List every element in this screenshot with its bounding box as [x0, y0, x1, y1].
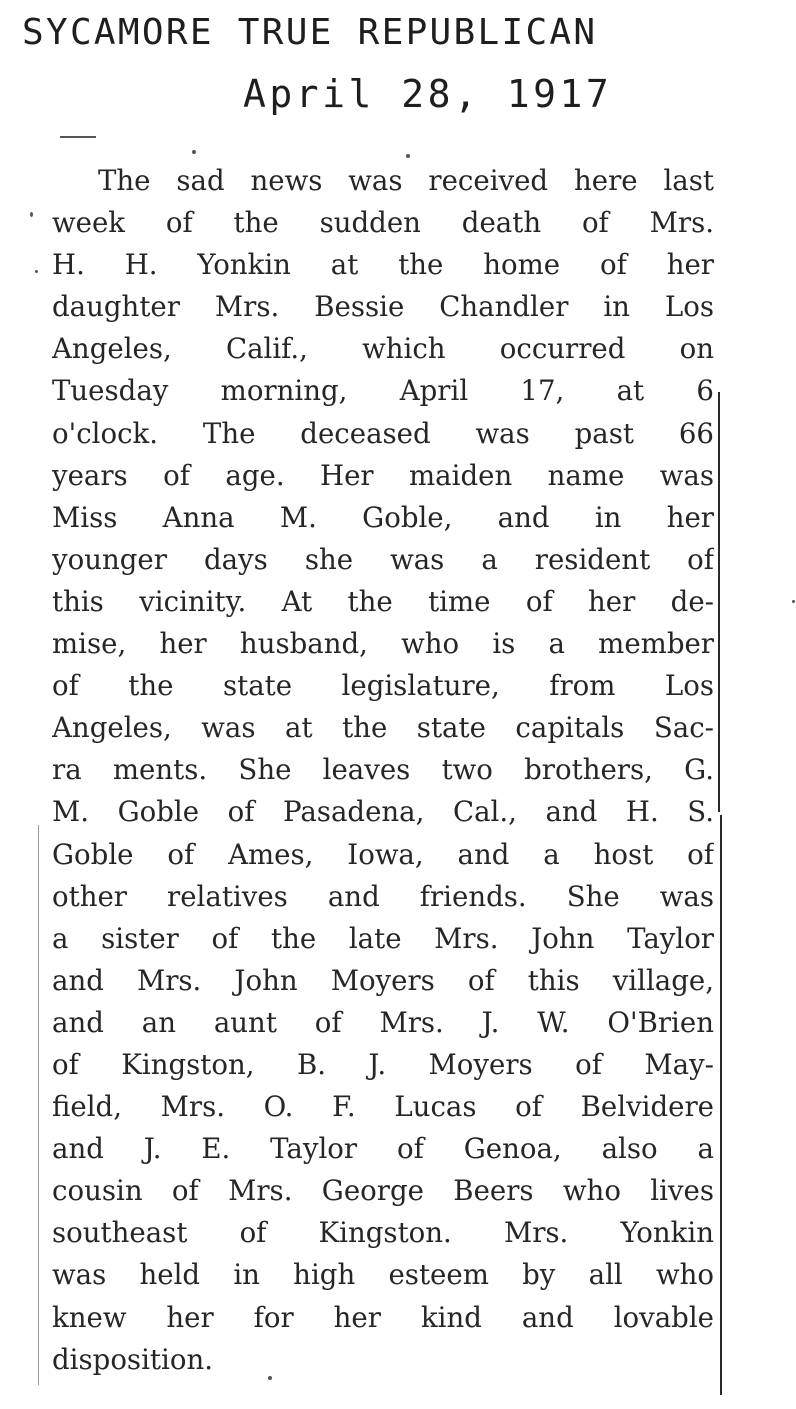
article-line: disposition.	[52, 1342, 213, 1376]
article-line: this vicinity. At the time of her de-	[52, 584, 714, 618]
article-line: week of the sudden death of Mrs.	[52, 206, 714, 240]
article-line: cousin of Mrs. George Beers who lives	[52, 1174, 714, 1208]
article-line: Tuesday morning, April 17, at 6	[52, 374, 714, 408]
clipping-edge-left	[38, 825, 39, 1385]
article-line: Angeles, Calif., which occurred on	[52, 332, 714, 366]
article-line: Miss Anna M. Goble, and in her	[52, 500, 714, 534]
print-speck	[35, 270, 38, 273]
article-line: Goble of Ames, Iowa, and a host of	[52, 837, 714, 871]
article-line: years of age. Her maiden name was	[52, 458, 714, 492]
article-line: and an aunt of Mrs. J. W. O'Brien	[52, 1005, 714, 1039]
article-line: The sad news was received here last	[98, 164, 714, 197]
article-line: H. H. Yonkin at the home of her	[52, 248, 714, 282]
article-line: was held in high esteem by all who	[52, 1258, 714, 1292]
print-speck	[268, 1376, 272, 1380]
print-speck	[30, 212, 33, 217]
article-line: and Mrs. John Moyers of this village,	[52, 963, 714, 997]
article-line: younger days she was a resident of	[52, 542, 714, 576]
article-line: of the state legislature, from Los	[52, 669, 714, 703]
column-rule-right-upper	[718, 392, 720, 812]
column-rule-right-lower	[720, 815, 722, 1395]
article-line: ra ments. She leaves two brothers, G.	[52, 753, 714, 787]
print-speck	[406, 154, 410, 158]
article-line: and J. E. Taylor of Genoa, also a	[52, 1132, 714, 1166]
article-line: mise, her husband, who is a member	[52, 627, 714, 661]
article-line: southeast of Kingston. Mrs. Yonkin	[52, 1216, 714, 1250]
article-line: field, Mrs. O. F. Lucas of Belvidere	[52, 1090, 714, 1124]
column-rule-top	[60, 136, 96, 138]
article-line: a sister of the late Mrs. John Taylor	[52, 921, 714, 955]
article-line: Angeles, was at the state capitals Sac-	[52, 711, 714, 745]
print-speck	[192, 150, 196, 154]
article-line: daughter Mrs. Bessie Chandler in Los	[52, 290, 714, 324]
article-line: knew her for her kind and lovable	[52, 1300, 714, 1334]
newspaper-name: SYCAMORE TRUE REPUBLICAN	[22, 12, 598, 53]
issue-date: April 28, 1917	[243, 72, 613, 116]
article-line: M. Goble of Pasadena, Cal., and H. S.	[52, 795, 714, 829]
print-speck	[792, 600, 795, 603]
article-line: of Kingston, B. J. Moyers of May-	[52, 1047, 714, 1081]
article-line: other relatives and friends. She was	[52, 879, 714, 913]
article-line: o'clock. The deceased was past 66	[52, 416, 714, 450]
obituary-article	[52, 160, 714, 1381]
